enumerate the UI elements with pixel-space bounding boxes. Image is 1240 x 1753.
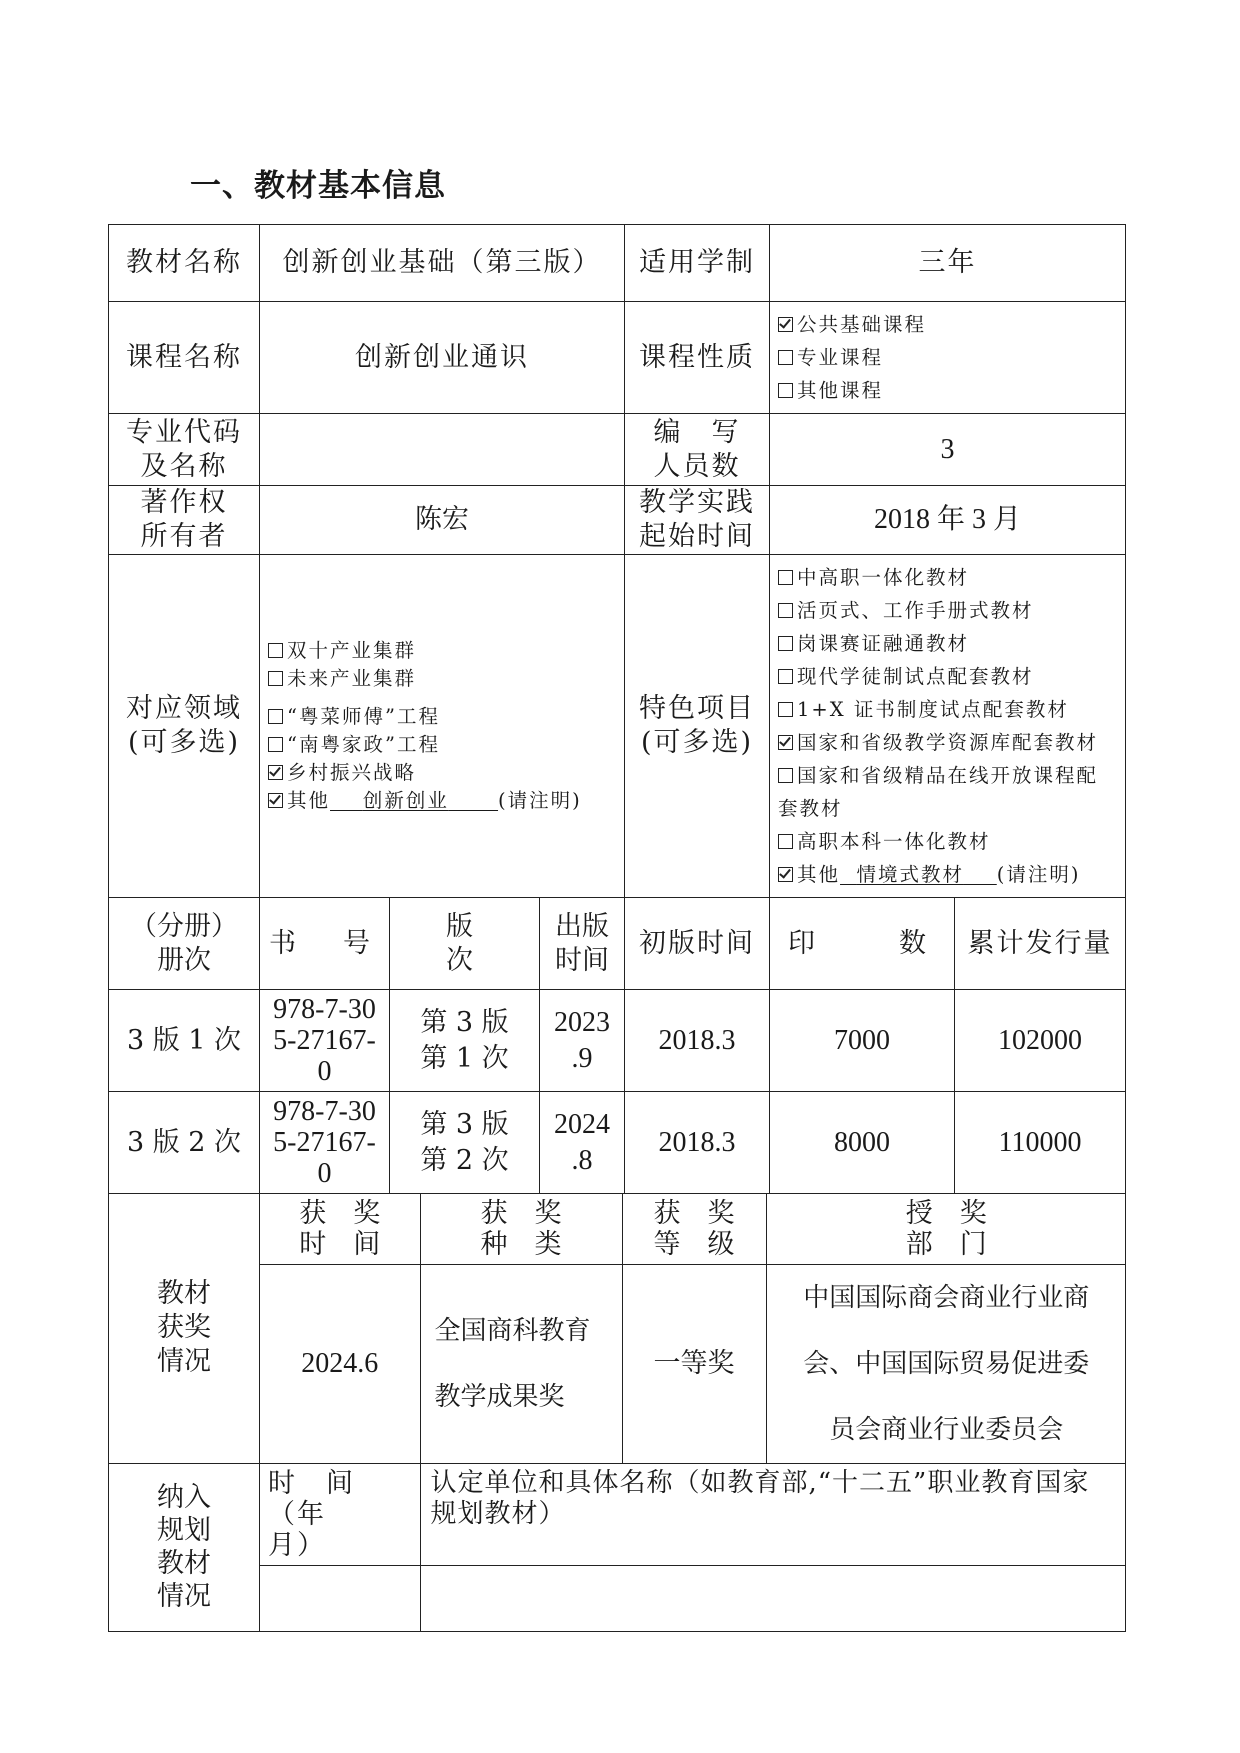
isbn-cell: 978-7-30 5-27167- 0 — [260, 1092, 390, 1194]
checkbox-icon[interactable] — [778, 867, 793, 882]
first-cell: 2018.3 — [625, 1092, 770, 1194]
planning-block — [260, 1463, 1126, 1632]
checkbox-icon[interactable] — [268, 737, 283, 752]
feature-option[interactable]: 岗课赛证融通教材 — [778, 627, 1117, 660]
table-row — [109, 1092, 1126, 1194]
award-header: 获 奖 种 类 — [420, 1194, 622, 1264]
pub-cell: 2024 .8 — [540, 1092, 625, 1194]
domain-option[interactable]: 乡村振兴战略 — [268, 759, 616, 787]
first-cell: 2018.3 — [625, 990, 770, 1092]
award-time: 2024.6 — [260, 1264, 420, 1463]
feature-option[interactable]: 1+X 证书制度试点配套教材 — [778, 693, 1117, 726]
feature-option[interactable]: 国家和省级精品在线开放课程配 — [778, 759, 1117, 792]
edition-header: 书 号 — [260, 898, 390, 990]
name-value: 创新创业基础（第三版） — [260, 225, 625, 302]
award-dept: 中国国际商会商业行业商 会、中国国际贸易促进委 员会商业行业委员会 — [766, 1264, 1126, 1463]
domain-checklist — [260, 555, 625, 898]
awards-table — [260, 1194, 1126, 1463]
page-title: 一、教材基本信息 — [190, 168, 446, 204]
feature-option[interactable]: 现代学徒制试点配套教材 — [778, 660, 1117, 693]
practice-label: 教学实践 起始时间 — [625, 486, 770, 555]
edition-header: 印 数 — [770, 898, 955, 990]
award-header: 获 奖 时 间 — [260, 1194, 420, 1264]
edition-header: 累计发行量 — [955, 898, 1126, 990]
feature-option-other[interactable]: 其他 情境式教材 (请注明) — [778, 858, 1117, 891]
checkbox-icon[interactable] — [268, 671, 283, 686]
checkbox-icon[interactable] — [778, 702, 793, 717]
planning-table — [260, 1464, 1126, 1632]
course-value: 创新创业通识 — [260, 302, 625, 414]
major-label: 专业代码 及名称 — [109, 414, 260, 486]
awards-block — [260, 1194, 1126, 1464]
checkbox-icon[interactable] — [778, 768, 793, 783]
feature-option[interactable]: 高职本科一体化教材 — [778, 825, 1117, 858]
major-value — [260, 414, 625, 486]
award-header: 获 奖 等 级 — [622, 1194, 766, 1264]
textbook-info-table — [108, 224, 1126, 1632]
edition-cell: 第 3 版 第 2 次 — [390, 1092, 540, 1194]
domain-label: 对应领域 (可多选) — [109, 555, 260, 898]
name-label: 教材名称 — [109, 225, 260, 302]
edition-cell: 第 3 版 第 1 次 — [390, 990, 540, 1092]
award-header: 授 奖 部 门 — [766, 1194, 1126, 1264]
domain-option[interactable]: 双十产业集群 — [268, 637, 616, 665]
nature-label: 课程性质 — [625, 302, 770, 414]
checkbox-icon[interactable] — [268, 709, 283, 724]
feature-option-wrap: 套教材 — [778, 797, 843, 820]
feature-option[interactable]: 国家和省级教学资源库配套教材 — [778, 726, 1117, 759]
checkbox-icon[interactable] — [778, 669, 793, 684]
system-label: 适用学制 — [625, 225, 770, 302]
feature-checklist — [770, 555, 1126, 898]
nature-option[interactable]: 其他课程 — [778, 374, 1117, 407]
planning-unit-header: 认定单位和具体名称（如教育部,“十二五”职业教育国家规划教材） — [420, 1464, 1126, 1566]
domain-option-other[interactable]: 其他 创新创业 (请注明) — [268, 787, 616, 815]
award-level: 一等奖 — [622, 1264, 766, 1463]
pub-cell: 2023 .9 — [540, 990, 625, 1092]
table-row — [109, 990, 1126, 1092]
volume-cell: 3 版 2 次 — [109, 1092, 260, 1194]
checkbox-icon[interactable] — [778, 570, 793, 585]
domain-option[interactable]: “粤菜师傅”工程 — [268, 703, 616, 731]
edition-header: （分册） 册次 — [109, 898, 260, 990]
checkbox-icon[interactable] — [778, 636, 793, 651]
planning-unit-input[interactable] — [420, 1565, 1126, 1631]
edition-header: 出版 时间 — [540, 898, 625, 990]
volume-cell: 3 版 1 次 — [109, 990, 260, 1092]
edition-header: 版 次 — [390, 898, 540, 990]
checkbox-icon[interactable] — [778, 834, 793, 849]
award-type: 全国商科教育 教学成果奖 — [420, 1264, 622, 1463]
checkbox-icon[interactable] — [778, 383, 793, 398]
copyright-value: 陈宏 — [260, 486, 625, 555]
checkbox-icon[interactable] — [268, 765, 283, 780]
total-cell: 102000 — [955, 990, 1126, 1092]
isbn-cell: 978-7-30 5-27167- 0 — [260, 990, 390, 1092]
awards-label: 教材 获奖 情况 — [109, 1194, 260, 1464]
nature-option[interactable]: 公共基础课程 — [778, 308, 1117, 341]
nature-checklist — [770, 302, 1126, 414]
practice-value: 2018 年 3 月 — [770, 486, 1126, 555]
planning-label: 纳入 规划 教材 情况 — [109, 1463, 260, 1632]
feature-option[interactable]: 活页式、工作手册式教材 — [778, 594, 1117, 627]
checkbox-icon[interactable] — [268, 643, 283, 658]
total-cell: 110000 — [955, 1092, 1126, 1194]
print-cell: 8000 — [770, 1092, 955, 1194]
feature-label: 特色项目 (可多选) — [625, 555, 770, 898]
feature-option[interactable]: 中高职一体化教材 — [778, 561, 1117, 594]
system-value: 三年 — [770, 225, 1126, 302]
course-label: 课程名称 — [109, 302, 260, 414]
checkbox-icon[interactable] — [778, 350, 793, 365]
edition-header: 初版时间 — [625, 898, 770, 990]
authors-value: 3 — [770, 414, 1126, 486]
checkbox-icon[interactable] — [778, 317, 793, 332]
nature-option[interactable]: 专业课程 — [778, 341, 1117, 374]
checkbox-icon[interactable] — [778, 603, 793, 618]
domain-option[interactable]: 未来产业集群 — [268, 665, 616, 693]
feature-other-input[interactable]: 情境式教材 — [856, 863, 964, 886]
authors-label: 编 写 人员数 — [625, 414, 770, 486]
planning-time-input[interactable] — [260, 1565, 420, 1631]
domain-other-input[interactable]: 创新创业 — [362, 789, 449, 812]
checkbox-icon[interactable] — [268, 793, 283, 808]
copyright-label: 著作权 所有者 — [109, 486, 260, 555]
planning-time-header: 时 间（年 月） — [260, 1464, 420, 1566]
checkbox-icon[interactable] — [778, 735, 793, 750]
print-cell: 7000 — [770, 990, 955, 1092]
domain-option[interactable]: “南粤家政”工程 — [268, 731, 616, 759]
